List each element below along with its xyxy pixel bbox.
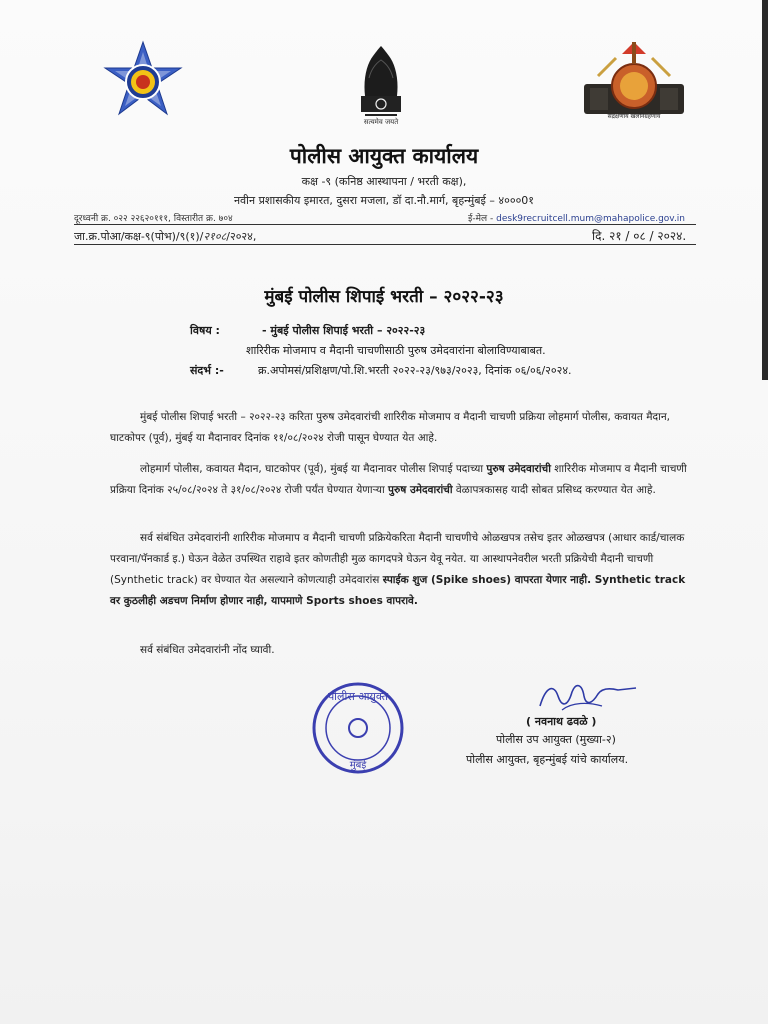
subject-label: विषय : xyxy=(190,324,220,337)
phone-line: दूरध्वनी क्र. ०२२ २२६२०१११, विस्तारीत क्र. ७०४ xyxy=(74,214,233,224)
paragraph-2-text-c: शारिरीक मोजमाप व मैदानी चाचणी प्रक्रिया दिनांक २५/०८/२०२४ ते ३१/०८/२०२४ रोजी पर्यंत घेण्यात येणाऱ्या xyxy=(110,463,687,496)
reference-number-prefix: जा.क्र.पोआ/कक्ष-९(पोभ)/९(१)/ xyxy=(74,230,204,243)
mumbai-police-logo-icon xyxy=(86,38,200,126)
letter-date: दि. २१ / ०८ / २०२४. xyxy=(592,229,687,243)
sandarbh-label: संदर्भ :- xyxy=(190,364,224,377)
subject-line-2: शारिरीक मोजमाप व मैदानी चाचणीसाठी पुरुष उमेदवारांना बोलाविण्याबाबत. xyxy=(246,344,546,357)
signatory-office: पोलीस आयुक्त, बृहन्मुंबई यांचे कार्यालय. xyxy=(466,753,629,766)
email-link[interactable]: desk9recruitcell.mum@mahapolice.gov.in xyxy=(496,214,686,224)
office-title: पोलीस आयुक्त कार्यालय xyxy=(289,144,479,168)
paragraph-3-bold: स्पाईक शुज (Spike shoes) वापरता येणार नाही. Synthetic track वर कुठलीही अडचण निर्माण होणार नाही, यापमाणे Sports shoes वापरावे. xyxy=(110,574,686,607)
paragraph-4 xyxy=(110,640,690,661)
header-divider xyxy=(74,224,696,225)
crest-motto: सद्रक्षणाय खलनिग्रहणाय xyxy=(607,113,661,120)
paragraph-2 xyxy=(110,459,690,501)
paragraph-1 xyxy=(110,407,690,449)
emblem-caption: सत्यमेव जयते xyxy=(363,118,399,126)
paragraph-2-bold-2: पुरुष उमेदवारांची xyxy=(388,484,453,496)
signature-icon xyxy=(532,676,642,716)
address-line: नवीन प्रशासकीय इमारत, दुसरा मजला, डॉ दा.नौ.मार्ग, बृहन्मुंबई – ४०००0१ xyxy=(233,194,535,207)
section-line: कक्ष -९ (कनिष्ठ आस्थापना / भरती कक्ष), xyxy=(301,175,467,188)
reference-divider xyxy=(74,244,696,245)
sandarbh-value: क्र.अपोमसं/प्रशिक्षण/पो.शि.भरती २०२२-२३/९७३/२०२३, दिनांक ०६/०६/२०२४. xyxy=(258,364,572,377)
seal-bottom-text: मुंबई xyxy=(349,760,367,771)
reference-number xyxy=(74,229,256,244)
paragraph-4-text: सर्व संबंधित उमेदवारांनी नोंद घ्यावी. xyxy=(140,644,275,656)
office-seal-icon xyxy=(310,680,406,776)
paragraph-3-text: सर्व संबंधित उमेदवारांनी शारिरीक मोजमाप व मैदानी चाचणी प्रक्रियेकरिता मैदानी चाचणीचे ओळखपत्र तसेच इतर ओळखपत्र (आधार कार्ड/चालक परवाना/पॅनकार्ड इ.) घेऊन वेळेत उपस्थित राहावे इतर कोणतीही मुळ कागदपत्रे घेऊन येवू नयेत. या आस्थापनेवरील भरती प्रक्रियेची मैदानी चाचणी (Synthetic track) वर घेण्यात येत असल्याने कोणत्याही उमेदवारांस xyxy=(110,532,685,586)
email-line xyxy=(468,211,685,224)
seal-top-text: पोलीस आयुक्त xyxy=(327,690,389,703)
paragraph-2-bold-1: पुरुष उमेदवारांची xyxy=(486,463,551,475)
paragraph-2-text-a: लोहमार्ग पोलीस, कवायत मैदान, घाटकोपर (पूर्व), मुंबई या मैदानावर पोलीस शिपाई पदाच्या xyxy=(140,463,484,475)
reference-number-suffix: /२०२४, xyxy=(226,230,257,243)
paragraph-1-text: मुंबई पोलीस शिपाई भरती – २०२२-२३ करिता पुरुष उमेदवारांची शारिरीक मोजमाप व मैदानी चाचणी प्रक्रिया लोहमार्ग पोलीस, कवायत मैदान, घाटकोपर (पूर्व), मुंबई या मैदानावर दिनांक ११/०८/२०२४ रोजी पासून घेण्यात येत आहे. xyxy=(110,411,670,444)
paragraph-3 xyxy=(110,528,690,612)
signatory-designation: पोलीस उप आयुक्त (मुख्या-२) xyxy=(496,733,616,746)
subject-line-1: - मुंबई पोलीस शिपाई भरती – २०२२-२३ xyxy=(262,324,426,337)
page-edge-shadow xyxy=(762,0,768,380)
reference-number-handwritten: २१०८ xyxy=(203,230,227,243)
paragraph-2-text-d: वेळापत्रकासह यादी सोबत प्रसिध्द करण्यात येत आहे. xyxy=(455,484,656,496)
email-label: ई-मेल - xyxy=(468,214,494,224)
main-heading: मुंबई पोलीस शिपाई भरती – २०२२-२३ xyxy=(264,287,504,307)
signatory-name: ( नवनाथ ढवळे ) xyxy=(526,715,597,728)
